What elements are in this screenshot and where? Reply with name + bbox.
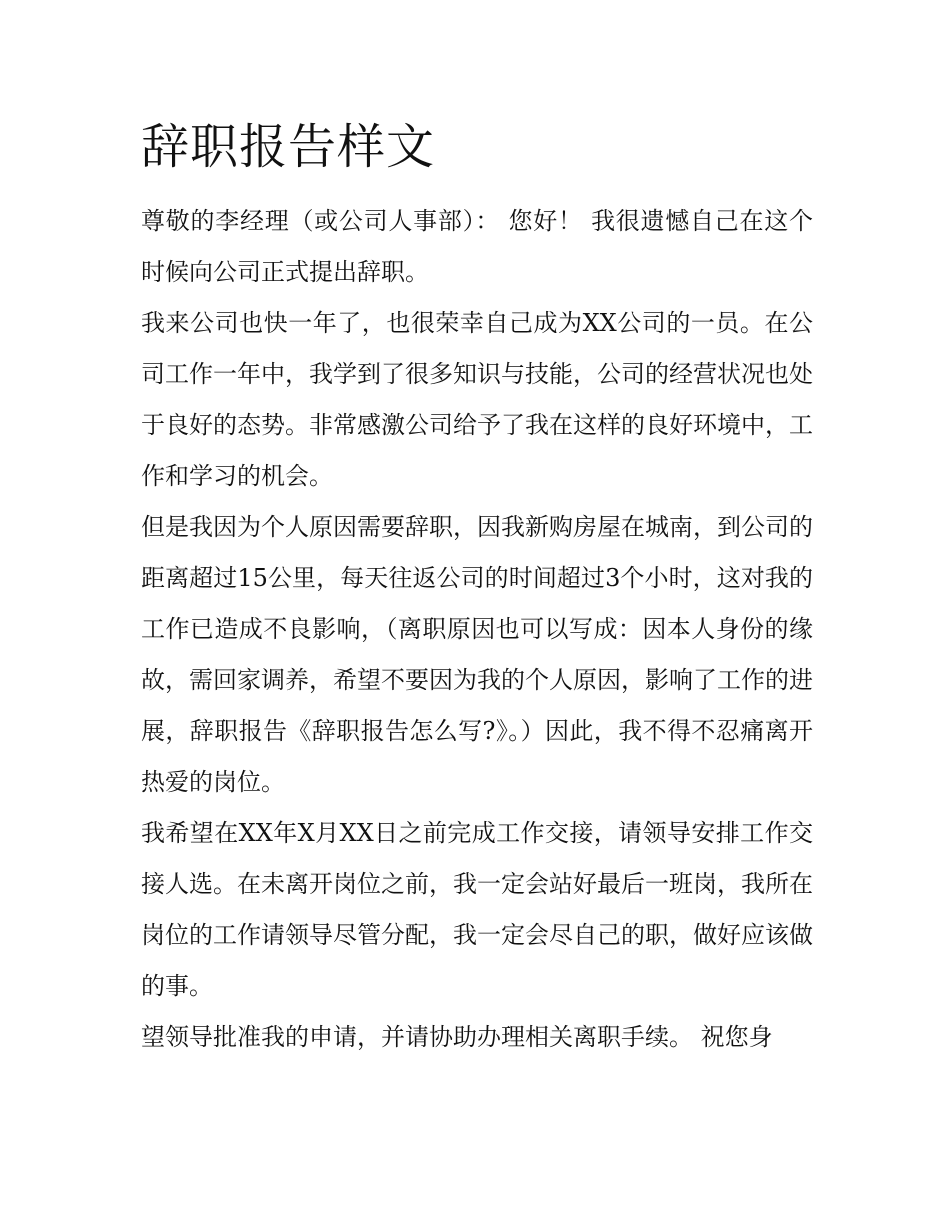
paragraph-gratitude: 我来公司也快一年了，也很荣幸自己成为XX公司的一员。在公司工作一年中，我学到了很多知识与技能，公司的经营状况也处于良好的态势。非常感激公司给予了我在这样的良好环境中，工作和学习的机会。 [141, 309, 813, 490]
paragraph-greeting: 尊敬的李经理（或公司人事部）： 您好！ 我很遗憾自己在这个时候向公司正式提出辞职。 [141, 207, 813, 286]
paragraph-request: 望领导批准我的申请，并请协助办理相关离职手续。 祝您身 [141, 1023, 773, 1051]
document-body [141, 114, 813, 1063]
paragraph-handover: 我希望在XX年X月XX日之前完成工作交接，请领导安排工作交接人选。在未离开岗位之前，我一定会站好最后一班岗，我所在岗位的工作请领导尽管分配，我一定会尽自己的职，做好应该做的事。 [141, 819, 813, 1000]
paragraph-reason: 但是我因为个人原因需要辞职，因我新购房屋在城南，到公司的距离超过15公里，每天往返公司的时间超过3个小时，这对我的工作已造成不良影响，（离职原因也可以写成：因本人身份的缘故，需回家调养，希望不要因为我的个人原因，影响了工作的进展，辞职报告《辞职报告怎么写?》。）因此，我不得不忍痛离开热爱的岗位。 [141, 513, 813, 796]
document-title: 辞职报告样文 [141, 119, 436, 175]
